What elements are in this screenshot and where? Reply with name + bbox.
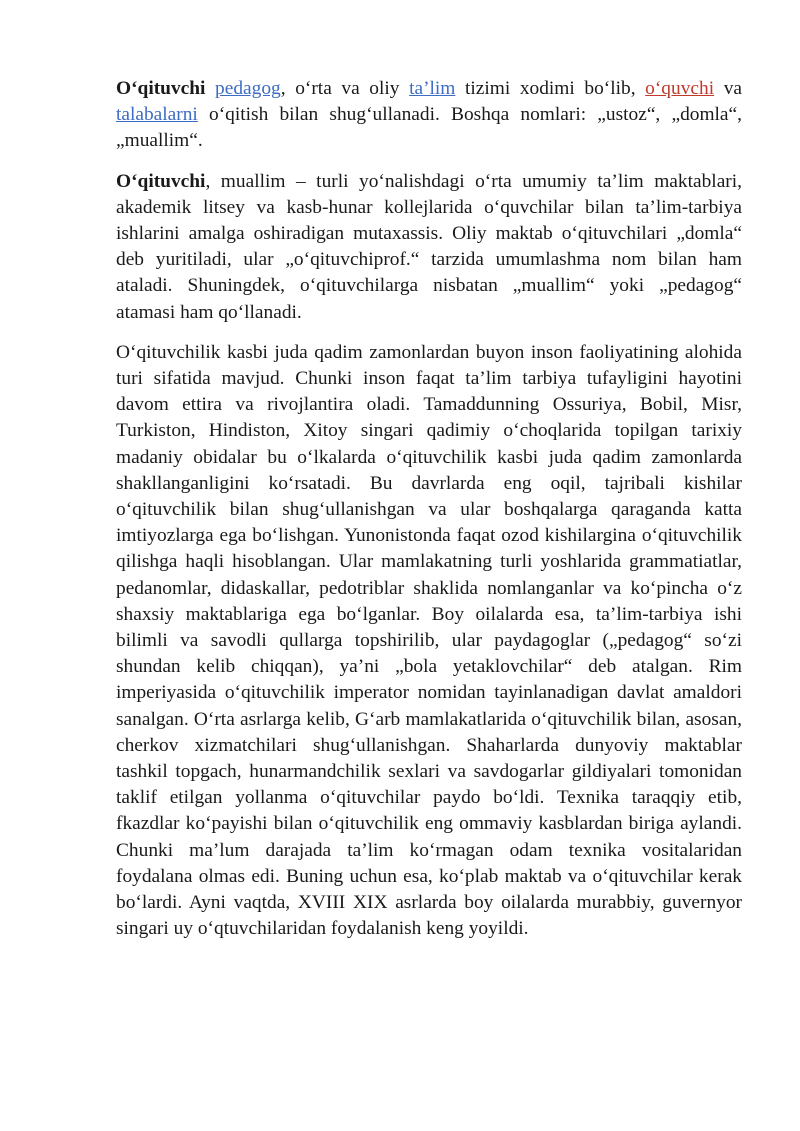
text-segment: o‘qitish bilan shug‘ullanadi. Boshqa nomlari: „ustoz“, „domla“, „muallim“. (116, 104, 742, 152)
term-heading: O‘qituvchi (116, 170, 206, 192)
link-oquvchi[interactable]: o‘quvchi (645, 78, 715, 99)
text-segment (205, 78, 215, 99)
paragraph-intro (116, 76, 742, 155)
document-page (116, 76, 742, 957)
link-pedagog[interactable]: pedagog (215, 78, 281, 99)
link-talim[interactable]: ta’lim (409, 78, 456, 99)
text-segment: , o‘rta va oliy (280, 78, 410, 99)
paragraph-definition (116, 169, 742, 326)
term-heading: O‘qituvchi (116, 78, 206, 99)
text-segment: va (714, 78, 742, 99)
link-talabalarni[interactable]: talabalarni (116, 104, 198, 126)
paragraph-history (116, 340, 742, 943)
text-segment: , muallim – turli yo‘nalishdagi o‘rta umumiy ta’lim maktablari, akademik litsey va kasb-hunar kollejlarida o‘quvchilar bilan ta’lim-tarbiya ishlarini amalga oshiradigan mutaxassis. Oliy maktab o‘qituvchilari „domla“ deb yuritiladi, ular „o‘qituvchiprof.“ tarzida umumlashma nom bilan ham ataladi. Shuningdek, o‘qituvchilarga nisbatan „muallim“ yoki „pedagog“ atamasi ham qo‘llanadi. (116, 170, 742, 323)
text-segment: tizimi xodimi bo‘lib, (455, 78, 646, 99)
text-segment: O‘qituvchilik kasbi juda qadim zamonlardan buyon inson faoliyatining alohida turi sifatida mavjud. Chunki inson faqat ta’lim tarbiya tufayligini hayotini davom ettira va rivojlantira oladi. Tamaddunning Ossuriya, Bobil, Misr, Turkiston, Hindiston, Xitoy singari qadimiy o‘choqlarida topilgan tarixiy madaniy obidalar bu o‘lkalarda o‘qituvchilik kasbi juda qadim zamonlarda shakllanganligini ko‘rsatadi. Bu davrlarda eng oqil, tajribali kishilar o‘qituvchilik bilan shug‘ullanishgan va ular boshqalarga qaraganda katta imtiyozlarga ega bo‘lishgan. Yunonistonda faqat ozod kishilargina o‘qituvchilik qilishga haqli hisoblangan. Ular mamlakatning turli yoshlarida grammatiatlar, pedanomlar, didaskallar, pedotriblar shaklida nomlanganlar va ko‘pincha o‘z shaxsiy maktablariga ega bo‘lganlar. Boy oilalarda esa, ta’lim-tarbiya ishi bilimli va savodli qullarga topshirilib, ular paydagoglar („pedagog“ so‘zi shundan kelib chiqqan), ya’ni „bola yetaklovchilar“ deb atalgan. Rim imperiyasida o‘qituvchilik imperator nomidan tayinlanadigan davlat amaldori sanalgan. O‘rta asrlarga kelib, G‘arb mamlakatlarida o‘qituvchilik bilan, asosan, cherkov xizmatchilari shug‘ullanishgan. Shaharlarda dunyoviy maktablar tashkil topgach, hunarmandchilik sexlari va savdogarlar gildiyalari tomonidan taklif etilgan yollanma o‘qituvchilar paydo bo‘ldi. Texnika taraqqiy etib, fkazdlar ko‘payishi bilan o‘qituvchilik eng ommaviy kasblardan biriga aylandi. Chunki ma’lum darajada ta’lim ko‘rmagan odam texnika vositalaridan foydalana olmas edi. Buning uchun esa, ko‘plab maktab va o‘qituvchilar kerak bo‘lardi. Ayni vaqtda, XVIII XIX asrlarda boy oilalarda murabbiy, guvernyor singari uy o‘qtuvchilaridan foydalanish keng yoyildi. (116, 341, 742, 940)
